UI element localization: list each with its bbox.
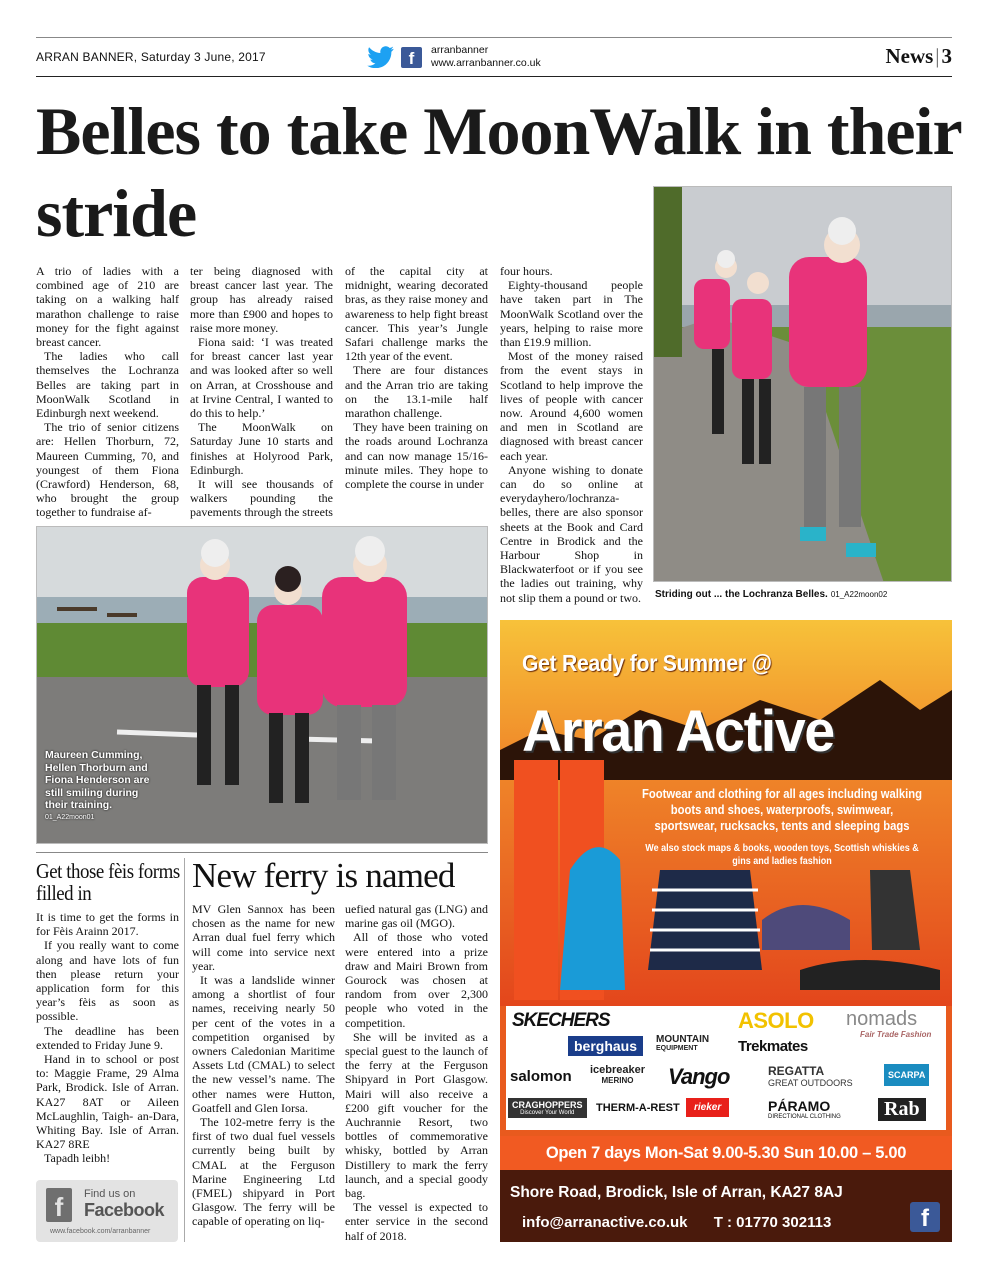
main-story-col4 bbox=[500, 264, 643, 605]
paragraph: The vessel is expected to enter service in the second half of 2018. bbox=[345, 1200, 488, 1243]
paragraph: The deadline has been extended to Friday June 9. bbox=[36, 1023, 179, 1052]
ferry-story-col1 bbox=[192, 902, 335, 1229]
page-number: 3 bbox=[941, 44, 952, 68]
logo-icebreaker-text: icebreaker bbox=[590, 1064, 646, 1076]
logo-mountain-equipment bbox=[656, 1034, 709, 1052]
advert-tagline: Get Ready for Summer @ bbox=[522, 650, 772, 676]
shop-email[interactable]: info@arranactive.co.uk bbox=[522, 1214, 688, 1231]
website-link[interactable]: www.arranbanner.co.uk bbox=[431, 57, 541, 69]
arran-active-advert[interactable] bbox=[500, 620, 952, 1242]
photo-code: 01_A22moon01 bbox=[45, 813, 95, 821]
paper-dateline: ARRAN BANNER, Saturday 3 June, 2017 bbox=[36, 50, 266, 64]
paragraph: Fiona said: ‘I was treated for breast cancer last year and was looked after so well on Arran, at Crosshouse and at Irvine Central, I wanted to do this to help.’ bbox=[190, 335, 333, 421]
logo-great-outdoors-text: GREAT OUTDOORS bbox=[768, 1078, 853, 1088]
caption-text: Striding out ... the Lochranza Belles. bbox=[655, 589, 828, 600]
main-story-col3 bbox=[345, 264, 488, 491]
ferry-story-col2 bbox=[345, 902, 488, 1243]
brand-logos bbox=[506, 1006, 946, 1130]
paragraph: It was a landslide winner among a shortlist of four names, receiving nearly 50 per cent of the votes in a competition organised by owners Caledonian Maritime Assets Ltd (CMAL) to select the new vessel’s name. The other names were Hutton, Goatfell and Glen Iorsa. bbox=[192, 973, 335, 1115]
paragraph: Most of the money raised from the event stays in Scotland to help improve the lives of people with cancer now. Around 4,600 women and men in Scotland are diagnosed with breast cancer each year. bbox=[500, 349, 643, 463]
paragraph: It will see thousands of walkers pounding the pavements through the streets bbox=[190, 477, 333, 520]
shop-phone: T : 01770 302113 bbox=[713, 1214, 832, 1231]
logo-salomon: salomon bbox=[510, 1068, 572, 1085]
section-divider bbox=[36, 852, 488, 853]
caption-text: Maureen Cumming, Hellen Thorburn and Fiona Henderson are still smiling during their training. bbox=[45, 749, 150, 811]
shop-contact-line bbox=[522, 1214, 831, 1231]
logo-equipment-text: EQUIPMENT bbox=[656, 1045, 698, 1052]
logo-berghaus: berghaus bbox=[568, 1036, 643, 1056]
photo-code: 01_A22moon02 bbox=[830, 590, 888, 599]
logo-craghoppers-tagline: Discover Your World bbox=[520, 1110, 575, 1116]
social-handle: arranbanner bbox=[431, 44, 489, 56]
paragraph: It is time to get the forms in for Fèis Arainn 2017. bbox=[36, 910, 179, 939]
advert-brand: Arran Active bbox=[522, 699, 834, 764]
facebook-icon[interactable]: f bbox=[401, 47, 422, 68]
paragraph: ter being diagnosed with breast cancer last year. The group has already raised more than £900 and hopes to raise more money. bbox=[190, 264, 333, 335]
facebook-line1: Find us on bbox=[84, 1188, 136, 1200]
paragraph: uefied natural gas (LNG) and marine gas oil (MGO). bbox=[345, 902, 488, 931]
paragraph: The trio of senior citizens are: Hellen Thorburn, 72, Maureen Cumming, 70, and youngest of them Fiona (Crawford) Henderson, 68, who brought the group together to fundraise af- bbox=[36, 420, 179, 520]
paragraph: The MoonWalk on Saturday June 10 starts and finishes at Holyrood Park, Edinburgh. bbox=[190, 420, 333, 477]
paragraph: The ladies who call themselves the Lochranza Belles are taking part in MoonWalk Scotland in Edinburgh next weekend. bbox=[36, 349, 179, 421]
logo-nomads-tagline: Fair Trade Fashion bbox=[860, 1030, 932, 1039]
facebook-icon[interactable]: f bbox=[910, 1202, 940, 1232]
main-story-col1 bbox=[36, 264, 179, 520]
logo-mountain-text: MOUNTAIN bbox=[656, 1034, 710, 1045]
shop-address: Shore Road, Brodick, Isle of Arran, KA27 8AJ bbox=[510, 1184, 843, 1201]
logo-skechers: SKECHERS bbox=[512, 1010, 610, 1031]
logo-rab: Rab bbox=[878, 1098, 926, 1121]
logo-regatta bbox=[768, 1064, 853, 1088]
facebook-logo-icon: f bbox=[46, 1188, 72, 1222]
logo-rieker: rieker bbox=[686, 1098, 729, 1117]
photo-left-caption bbox=[45, 749, 160, 824]
paragraph: If you really want to come along and have lots of fun then please return your application form for this year’s fèis as soon as possible. bbox=[36, 938, 179, 1024]
paragraph: She will be invited as a special guest to the launch of the ferry at the Ferguson Shipyard in Port Glasgow. Mairi will also receive a £200 gift voucher for the Auchrannie Resort, two bottles of commemorative whisky, bottled by Arran Distillery to mark the ferry launch, and a special goody bag. bbox=[345, 1029, 488, 1201]
paragraph: The 102-metre ferry is the first of two dual fuel vessels currently being built by CMAL at the Ferguson Marine Engineering Ltd (FMEL) shipyard in Port Glasgow. The ferry will be capable of operating on liq- bbox=[192, 1115, 335, 1229]
header-rule-top bbox=[36, 37, 952, 38]
photo-striding-out bbox=[653, 186, 952, 582]
paragraph: Eighty-thousand people have taken part in The MoonWalk Scotland over the years, helping to raise more than £19.9 million. bbox=[500, 278, 643, 350]
paragraph: They have been training on the roads around Lochranza and can now manage 15/16-minute miles. They hope to complete the course in under bbox=[345, 420, 488, 492]
facebook-promo-box[interactable] bbox=[36, 1180, 178, 1242]
paragraph: of the capital city at midnight, wearing decorated bras, as they raise money and awareness to help fight breast cancer. This year’s Jungle Safari challenge marks the 12th year of the event. bbox=[345, 264, 488, 364]
paragraph: All of those who voted were entered into a prize draw and Mairi Brown from Gourock was chosen at random from over 2,300 people who voted in the competition. bbox=[345, 930, 488, 1030]
section-label: News|3 bbox=[885, 44, 952, 68]
logo-scarpa: SCARPA bbox=[884, 1064, 929, 1086]
logo-merino-text: MERINO bbox=[601, 1076, 634, 1085]
social-links bbox=[366, 44, 541, 70]
advert-contact bbox=[500, 1170, 952, 1242]
logo-asolo: ASOLO bbox=[738, 1008, 814, 1033]
logo-paramo-text: PÁRAMO bbox=[768, 1098, 831, 1114]
logo-nomads: nomads bbox=[846, 1008, 918, 1030]
column-divider bbox=[184, 858, 185, 1242]
paragraph: four hours. bbox=[500, 264, 553, 278]
logo-regatta-text: REGATTA bbox=[768, 1064, 825, 1078]
advert-description: Footwear and clothing for all ages including walking boots and shoes, waterproofs, swimwear, sportswear, rucksacks, tents and sleeping bags bbox=[641, 787, 923, 833]
main-story-col2 bbox=[190, 264, 333, 520]
logo-vango: Vango bbox=[668, 1064, 730, 1089]
header-rule-bottom bbox=[36, 76, 952, 77]
paragraph: There are four distances and the Arran trio are taking on the 13.1-mile half marathon challenge. bbox=[345, 363, 488, 421]
opening-hours: Open 7 days Mon-Sat 9.00-5.30 Sun 10.00 – 5.00 bbox=[500, 1136, 952, 1170]
photo-right-caption bbox=[655, 589, 887, 600]
feis-story-text bbox=[36, 910, 179, 1166]
paragraph: Hand in to school or post to: Maggie Frame, 29 Alma Park, Brodick. Isle of Arran. KA27 8AT or Aileen McLaughlin, Taigh- an-Dara, Whiting Bay. Isle of Arran. KA27 8RE bbox=[36, 1052, 179, 1152]
logo-paramo bbox=[768, 1098, 841, 1120]
feis-headline: Get those fèis forms filled in bbox=[36, 859, 180, 905]
section-name: News bbox=[885, 44, 934, 68]
paragraph: MV Glen Sannox has been chosen as the name for new Arran dual fuel ferry which will come into service next year. bbox=[192, 902, 335, 973]
paragraph: A trio of ladies with a combined age of 210 are taking on a walking half marathon challenge to raise money for the fight against breast cancer. bbox=[36, 264, 179, 350]
twitter-icon[interactable] bbox=[366, 46, 396, 68]
logo-trekmates: Trekmates bbox=[738, 1038, 808, 1055]
logo-paramo-tagline: DIRECTIONAL CLOTHING bbox=[768, 1114, 841, 1120]
logo-craghoppers bbox=[508, 1098, 587, 1118]
facebook-url[interactable]: www.facebook.com/arranbanner bbox=[50, 1228, 151, 1235]
main-headline: Belles to take MoonWalk in their stride bbox=[36, 93, 961, 251]
facebook-line2: Facebook bbox=[84, 1200, 165, 1220]
photo-three-ladies bbox=[36, 526, 488, 844]
ferry-headline: New ferry is named bbox=[192, 856, 455, 895]
logo-thermarest: THERM-A-REST bbox=[596, 1102, 680, 1114]
logo-craghoppers-text: CRAGHOPPERS bbox=[512, 1100, 583, 1110]
paragraph: Tapadh leibh! bbox=[44, 1151, 111, 1166]
logo-icebreaker bbox=[590, 1064, 645, 1085]
paragraph: Anyone wishing to donate can do so online at everydayhero/lochranza-belles, there are also sponsor sheets at the Book and Card Centre in Brodick and the Harbour Shop in Blackwaterfoot or if you see the ladies out training, why not slip them a pound or two. bbox=[500, 462, 643, 605]
advert-description-secondary: We also stock maps & books, wooden toys, Scottish whiskies & gins and ladies fashion bbox=[645, 843, 919, 867]
